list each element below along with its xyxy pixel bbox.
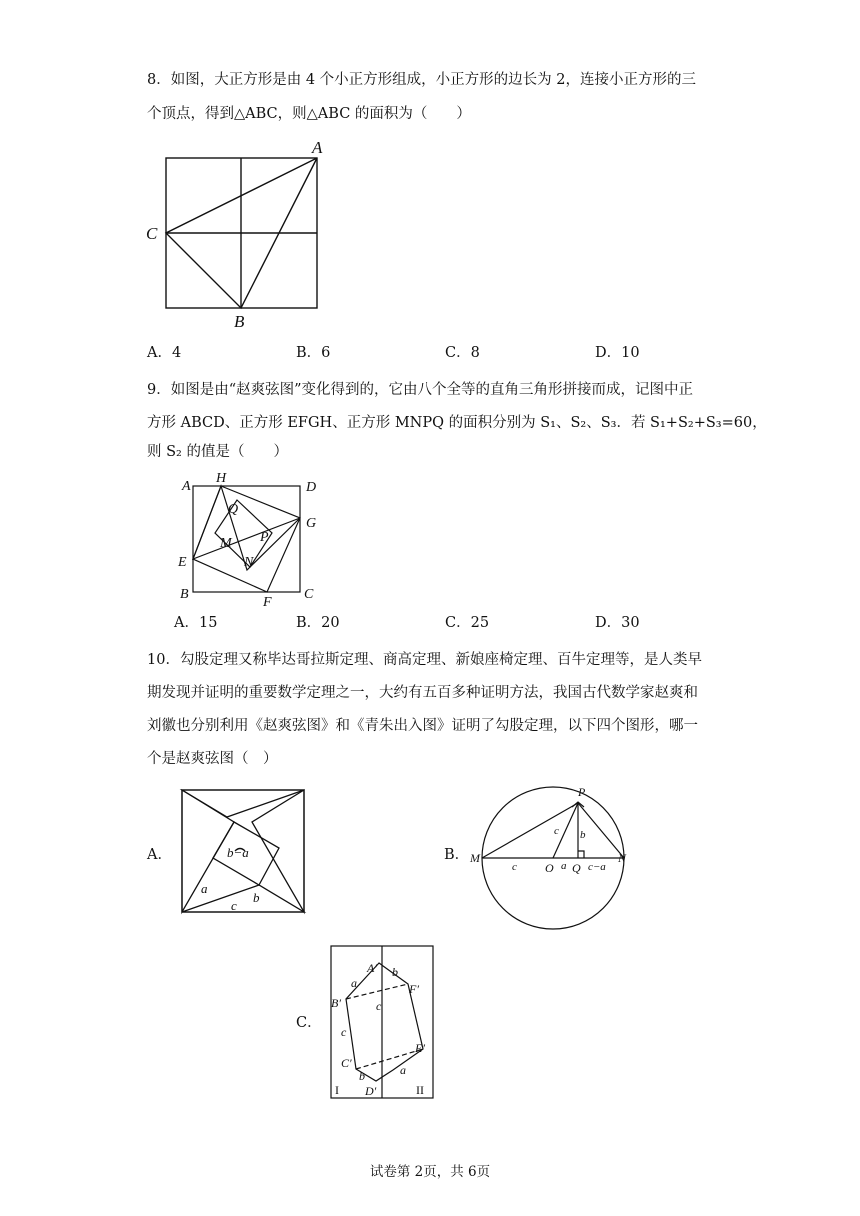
q10-c-label-a1: a	[351, 976, 357, 990]
q10-b-label-q: Q	[572, 861, 581, 875]
q9-text-line2: 方形 ABCD、正方形 EFGH、正方形 MNPQ 的面积分别为 S₁、S₂、S₃．若 S₁+S₂+S₃=60，	[147, 415, 767, 431]
q9-label-c: C	[304, 587, 314, 602]
q9-option-d[interactable]: D．30	[595, 615, 640, 631]
q10-b-label-c2: c	[512, 861, 517, 873]
q10-a-label-ba: b−a	[227, 845, 249, 860]
page-footer: 试卷第 2页，共 6页	[369, 1164, 491, 1180]
q9-label-f: F	[263, 595, 272, 610]
q10-c-label-c1: c	[376, 999, 382, 1013]
q9-label-q: Q	[228, 502, 239, 517]
q10-c-label-c2: c	[341, 1025, 347, 1039]
q10-c-label-a-prime: A′	[367, 961, 377, 975]
q10-b-label-a: a	[561, 860, 567, 872]
q9-text-line1: 9．如图是由“赵爽弦图”变化得到的，它由八个全等的直角三角形拼接而成，记图中正	[147, 382, 694, 398]
q10-option-a-label[interactable]: A．	[147, 847, 172, 863]
q10-text-line4: 个是赵爽弦图（ ）	[147, 751, 278, 767]
q10-b-label-m: M	[470, 851, 480, 865]
q10-c-label-region-1: I	[335, 1083, 339, 1097]
q10-c-label-f-prime: F′	[409, 982, 419, 996]
q10-option-b-label[interactable]: B．	[444, 847, 470, 863]
q10-a-label-a: a	[201, 881, 208, 896]
q9-label-a: A	[182, 479, 191, 494]
q10-c-label-d-prime: D′	[365, 1084, 377, 1098]
q10-b-label-b: b	[580, 829, 586, 841]
q9-figure	[170, 470, 330, 610]
q8-label-c: C	[146, 224, 158, 243]
q9-option-c[interactable]: C．25	[445, 615, 490, 631]
q10-text-line3: 刘徽也分别利用《赵爽弦图》和《青朱出入图》证明了勾股定理，以下四个图形，哪一	[147, 718, 698, 734]
q10-c-label-a2: a	[400, 1063, 406, 1077]
q10-b-label-o: O	[545, 861, 554, 875]
q9-label-h: H	[216, 471, 227, 486]
q10-figure-c[interactable]	[325, 943, 440, 1103]
q10-figure-b[interactable]	[468, 780, 638, 920]
q9-label-g: G	[306, 516, 317, 531]
q8-option-a[interactable]: A．4	[147, 345, 182, 361]
q8-option-b[interactable]: B．6	[296, 345, 331, 361]
q10-b-label-n: N	[618, 851, 627, 865]
q10-c-label-c-prime: C′	[341, 1056, 352, 1070]
q8-option-c[interactable]: C．8	[445, 345, 480, 361]
q10-c-label-e-prime: E′	[415, 1041, 425, 1055]
q10-text-line1: 10．勾股定理又称毕达哥拉斯定理、商高定理、新娘座椅定理、百牛定理等，是人类早	[147, 652, 702, 668]
q8-text-line1: 8．如图，大正方形是由 4 个小正方形组成，小正方形的边长为 2，连接小正方形的三	[147, 72, 697, 88]
q10-b-label-ca: c−a	[588, 861, 606, 873]
q10-a-label-c: c	[231, 898, 237, 913]
q9-label-d: D	[306, 480, 317, 495]
q9-label-p: P	[260, 530, 269, 545]
q8-label-a: A	[312, 138, 323, 157]
q10-a-label-b: b	[253, 890, 260, 905]
q8-option-d[interactable]: D．10	[595, 345, 640, 361]
q8-figure	[140, 140, 340, 330]
q10-c-label-b1: b	[392, 965, 398, 979]
q10-c-label-b2: b	[359, 1069, 365, 1083]
q8-label-b: B	[234, 312, 245, 331]
q10-option-c-label[interactable]: C．	[296, 1015, 322, 1031]
q10-figure-a[interactable]	[175, 785, 310, 920]
q10-b-label-p: P	[578, 785, 586, 799]
q9-label-m: M	[220, 536, 232, 551]
q10-text-line2: 期发现并证明的重要数学定理之一，大约有五百多种证明方法，我国古代数学家赵爽和	[147, 685, 698, 701]
q10-c-label-b-prime: B′	[331, 996, 341, 1010]
q8-text-line2: 个顶点，得到△ABC，则△ABC 的面积为（ ）	[147, 106, 471, 122]
q9-option-a[interactable]: A．15	[174, 615, 218, 631]
q9-label-n: N	[244, 555, 254, 570]
q9-text-line3: 则 S₂ 的值是（ ）	[147, 444, 288, 460]
q10-b-label-c1: c	[554, 825, 559, 837]
q9-label-b: B	[180, 587, 189, 602]
q10-c-label-region-2: II	[416, 1083, 424, 1097]
q9-label-e: E	[178, 555, 187, 570]
q9-option-b[interactable]: B．20	[296, 615, 340, 631]
